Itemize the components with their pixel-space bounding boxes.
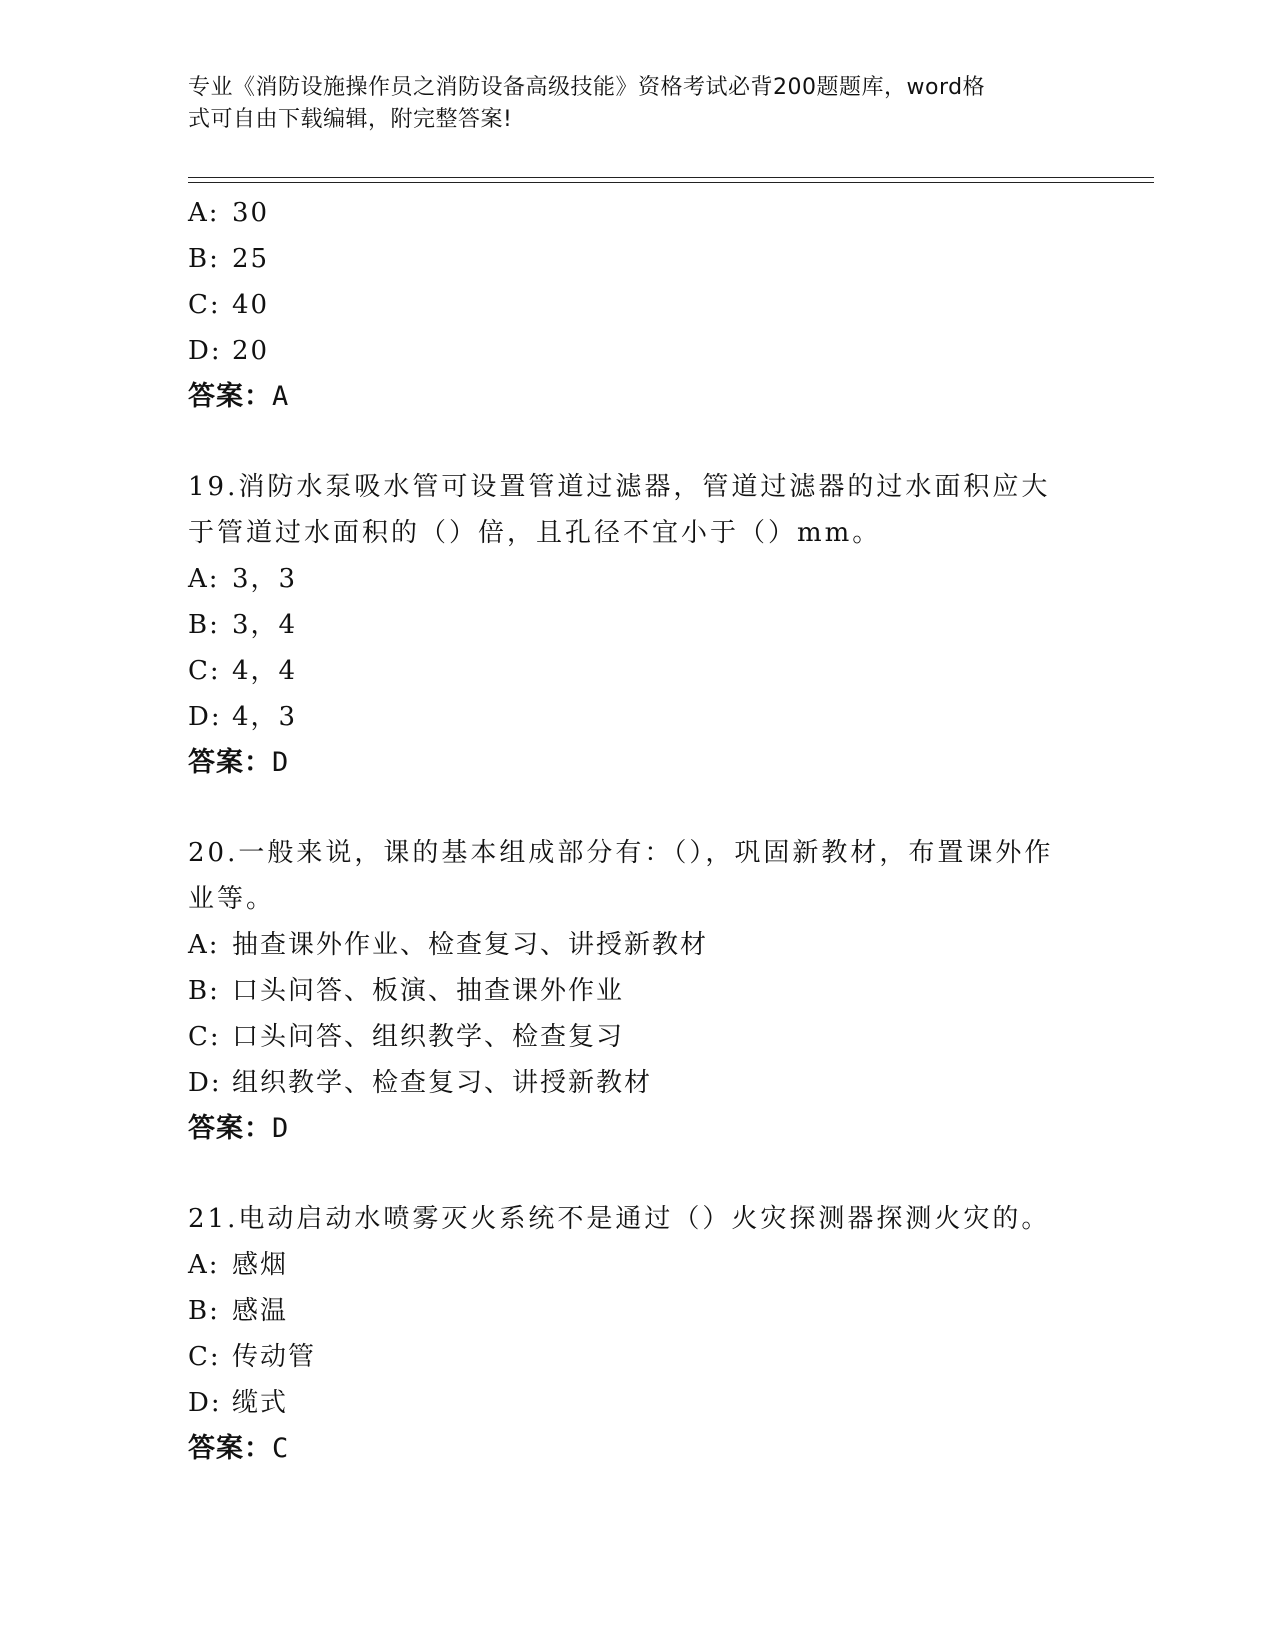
answer-label: 答案：: [188, 381, 272, 412]
option-a: [188, 922, 1088, 968]
option-key: C:: [188, 290, 221, 320]
option-key: D:: [188, 702, 222, 732]
option-text: 感烟: [232, 1250, 289, 1280]
answer-label: 答案：: [188, 747, 272, 778]
option-key: B:: [188, 244, 220, 274]
answer-line: [188, 374, 1088, 420]
option-text: 40: [232, 290, 270, 320]
option-text: 3，3: [232, 564, 298, 594]
option-b: [188, 968, 1088, 1014]
option-c: [188, 648, 1088, 694]
option-a: [188, 1242, 1088, 1288]
answer-value: D: [272, 1113, 290, 1144]
question-block: [188, 190, 1088, 420]
option-text: 3，4: [232, 610, 298, 640]
option-key: C:: [188, 1342, 221, 1372]
question-block: [188, 464, 1088, 786]
option-d: [188, 328, 1088, 374]
option-d: [188, 694, 1088, 740]
option-c: [188, 1014, 1088, 1060]
option-key: D:: [188, 1068, 222, 1098]
option-text: 25: [232, 244, 270, 274]
question-list: [188, 190, 1088, 1472]
answer-value: D: [272, 747, 290, 778]
option-text: 感温: [232, 1296, 289, 1326]
answer-line: [188, 1106, 1088, 1152]
option-key: B:: [188, 976, 220, 1006]
option-key: A:: [188, 564, 220, 594]
option-text: 抽查课外作业、检查复习、讲授新教材: [232, 930, 709, 960]
option-b: [188, 236, 1088, 282]
option-text: 4，3: [232, 702, 298, 732]
question-block: [188, 1196, 1088, 1472]
option-text: 组织教学、检查复习、讲授新教材: [232, 1068, 653, 1098]
option-d: [188, 1380, 1088, 1426]
question-text: 21.电动启动水喷雾灭火系统不是通过（）火灾探测器探测火灾的。: [188, 1204, 1051, 1234]
document-header: [188, 72, 1068, 136]
header-line-2: 式可自由下载编辑，附完整答案!: [188, 107, 513, 132]
option-key: B:: [188, 1296, 220, 1326]
question-text: 20.一般来说，课的基本组成部分有：（），巩固新教材，布置课外作业等。: [188, 838, 1054, 914]
option-key: B:: [188, 610, 220, 640]
option-text: 传动管: [232, 1342, 317, 1372]
question-block: [188, 830, 1088, 1152]
option-text: 20: [232, 336, 270, 366]
option-key: A:: [188, 198, 220, 228]
header-divider-bottom: [188, 182, 1154, 183]
option-a: [188, 190, 1088, 236]
option-d: [188, 1060, 1088, 1106]
option-c: [188, 1334, 1088, 1380]
answer-label: 答案：: [188, 1433, 272, 1464]
header-line-1: 专业《消防设施操作员之消防设备高级技能》资格考试必背200题题库，word格: [188, 75, 986, 100]
option-text: 口头问答、组织教学、检查复习: [232, 1022, 625, 1052]
option-text: 30: [232, 198, 270, 228]
answer-label: 答案：: [188, 1113, 272, 1144]
option-key: D:: [188, 1388, 222, 1418]
header-divider-top: [188, 177, 1154, 178]
option-key: A:: [188, 1250, 220, 1280]
option-key: C:: [188, 1022, 221, 1052]
option-a: [188, 556, 1088, 602]
option-text: 缆式: [232, 1388, 289, 1418]
option-c: [188, 282, 1088, 328]
question-text: 19.消防水泵吸水管可设置管道过滤器，管道过滤器的过水面积应大于管道过水面积的（）倍，且孔径不宜小于（）mm。: [188, 472, 1051, 548]
option-text: 口头问答、板演、抽查课外作业: [232, 976, 625, 1006]
option-text: 4，4: [232, 656, 298, 686]
answer-value: A: [272, 381, 290, 412]
option-key: A:: [188, 930, 220, 960]
option-key: C:: [188, 656, 221, 686]
option-key: D:: [188, 336, 222, 366]
answer-line: [188, 1426, 1088, 1472]
answer-line: [188, 740, 1088, 786]
option-b: [188, 1288, 1088, 1334]
answer-value: C: [272, 1433, 290, 1464]
option-b: [188, 602, 1088, 648]
